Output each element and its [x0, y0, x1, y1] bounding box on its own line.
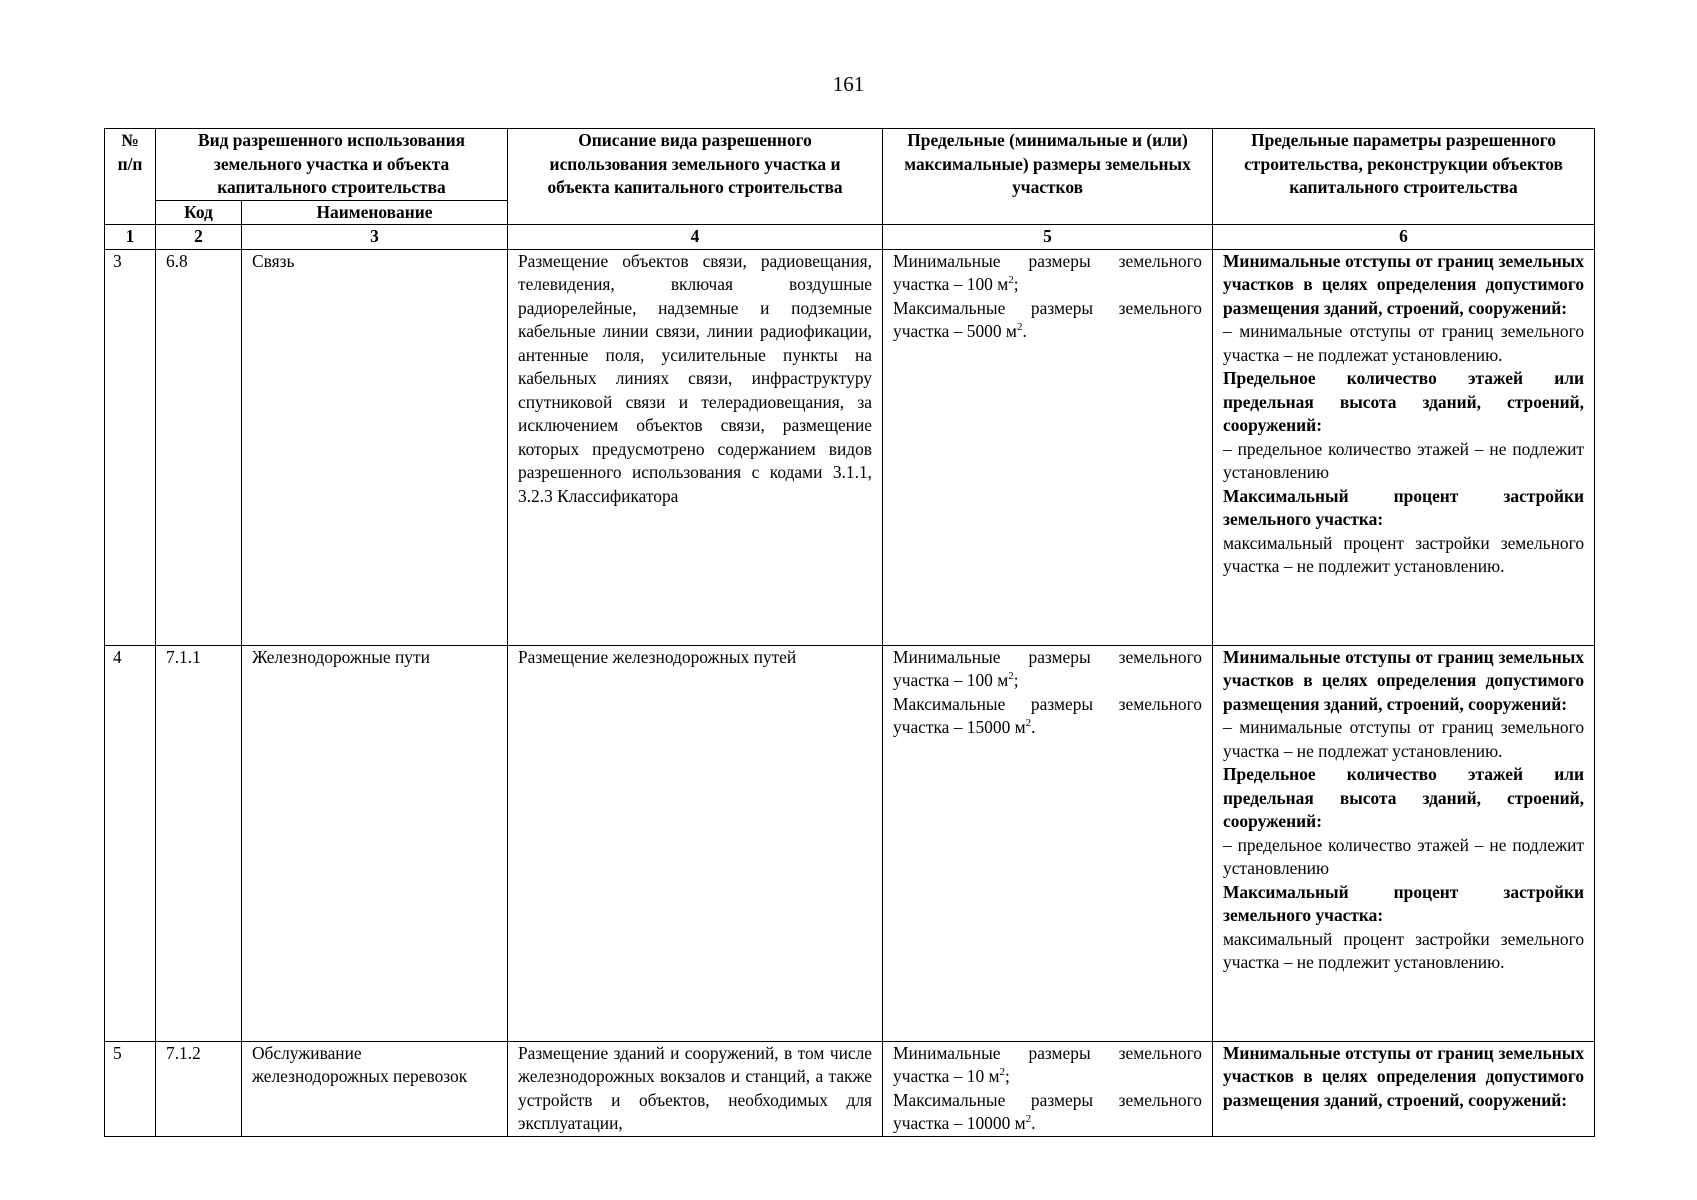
- column-number: 3: [242, 225, 508, 250]
- plot-size-min: Минимальные размеры земельного участка – 10 $м^2$;: [893, 1042, 1203, 1086]
- column-number-row: [105, 225, 1595, 250]
- row-name: Железнодорожные пути: [242, 645, 508, 1041]
- row-build-params: [1213, 249, 1595, 645]
- params-setback-text: – минимальные отступы от границ земельного участка – не подлежат установлению.: [1223, 321, 1585, 365]
- params-setback-title: Минимальные отступы от границ земельных участков в целях определения допустимого размещения зданий, строений, сооружений:: [1223, 646, 1585, 714]
- table-row: [105, 1041, 1595, 1136]
- row-number: 4: [105, 645, 156, 1041]
- row-code: 6.8: [156, 249, 242, 645]
- params-coverage-text: максимальный процент застройки земельного участка – не подлежит установлению.: [1223, 532, 1585, 576]
- header-build-params: Предельные параметры разрешенного строительства, реконструкции объектов капитального строительства: [1213, 129, 1595, 225]
- column-number: 5: [883, 225, 1213, 250]
- table-row: [105, 249, 1595, 645]
- params-floors-title: Предельное количество этажей или предельная высота зданий, строений, сооружений:: [1223, 764, 1585, 831]
- page-number: 161: [832, 72, 865, 96]
- row-plot-size: [883, 249, 1213, 645]
- params-coverage-text: максимальный процент застройки земельного участка – не подлежит установлению.: [1223, 928, 1585, 972]
- header-name: Наименование: [242, 200, 508, 225]
- params-setback-title: Минимальные отступы от границ земельных участков в целях определения допустимого размещения зданий, строений, сооружений:: [1223, 250, 1585, 318]
- column-number: 2: [156, 225, 242, 250]
- land-use-table: [104, 128, 1595, 1137]
- params-setback-title: Минимальные отступы от границ земельных участков в целях определения допустимого размещения зданий, строений, сооружений:: [1223, 1042, 1585, 1110]
- table-row: [105, 645, 1595, 1041]
- row-description: Размещение железнодорожных путей: [508, 645, 883, 1041]
- plot-size-min: Минимальные размеры земельного участка – 100 $м^2$;: [893, 250, 1203, 294]
- row-code: 7.1.1: [156, 645, 242, 1041]
- plot-size-max: Максимальные размеры земельного участка – 15000 $м^2$.: [893, 693, 1203, 737]
- plot-size-max: Максимальные размеры земельного участка – 5000 $м^2$.: [893, 297, 1203, 341]
- row-name: Обслуживание железнодорожных перевозок: [242, 1041, 508, 1136]
- row-plot-size: [883, 1041, 1213, 1136]
- column-number: 1: [105, 225, 156, 250]
- row-description: Размещение зданий и сооружений, в том числе железнодорожных вокзалов и станций, а также устройств и объектов, необходимых для эксплуатации,: [508, 1041, 883, 1136]
- params-floors-text: – предельное количество этажей – не подлежит установлению: [1223, 834, 1585, 878]
- params-floors-title: Предельное количество этажей или предельная высота зданий, строений, сооружений:: [1223, 368, 1585, 435]
- params-setback-text: – минимальные отступы от границ земельного участка – не подлежат установлению.: [1223, 717, 1585, 761]
- row-plot-size: [883, 645, 1213, 1041]
- header-code: Код: [156, 200, 242, 225]
- column-number: 6: [1213, 225, 1595, 250]
- params-coverage-title: Максимальный процент застройки земельного участка:: [1223, 881, 1585, 925]
- column-number: 4: [508, 225, 883, 250]
- row-number: 5: [105, 1041, 156, 1136]
- header-num: № п/п: [105, 129, 156, 225]
- row-code: 7.1.2: [156, 1041, 242, 1136]
- row-name: Связь: [242, 249, 508, 645]
- params-coverage-title: Максимальный процент застройки земельного участка:: [1223, 485, 1585, 529]
- header-use-group: Вид разрешенного использования земельного участка и объекта капитального строительства: [156, 129, 508, 201]
- row-build-params: [1213, 1041, 1595, 1136]
- row-description: Размещение объектов связи, радиовещания, телевидения, включая воздушные радиорелейные, надземные и подземные кабельные линии связи, линии радиофикации, антенные поля, усилительные пункты на кабельных линиях связи, инфраструктуру спутниковой связи и телерадиовещания, за исключением объектов связи, размещение которых предусмотрено содержанием видов разрешенного использования с кодами 3.1.1, 3.2.3 Классификатора: [508, 249, 883, 645]
- row-build-params: [1213, 645, 1595, 1041]
- header-description: Описание вида разрешенного использования земельного участка и объекта капитального строительства: [508, 129, 883, 225]
- row-number: 3: [105, 249, 156, 645]
- header-row: [105, 129, 1595, 201]
- header-plot-size: Предельные (минимальные и (или) максимальные) размеры земельных участков: [883, 129, 1213, 225]
- plot-size-min: Минимальные размеры земельного участка – 100 $м^2$;: [893, 646, 1203, 690]
- plot-size-max: Максимальные размеры земельного участка – 10000 $м^2$.: [893, 1089, 1203, 1133]
- params-floors-text: – предельное количество этажей – не подлежит установлению: [1223, 438, 1585, 482]
